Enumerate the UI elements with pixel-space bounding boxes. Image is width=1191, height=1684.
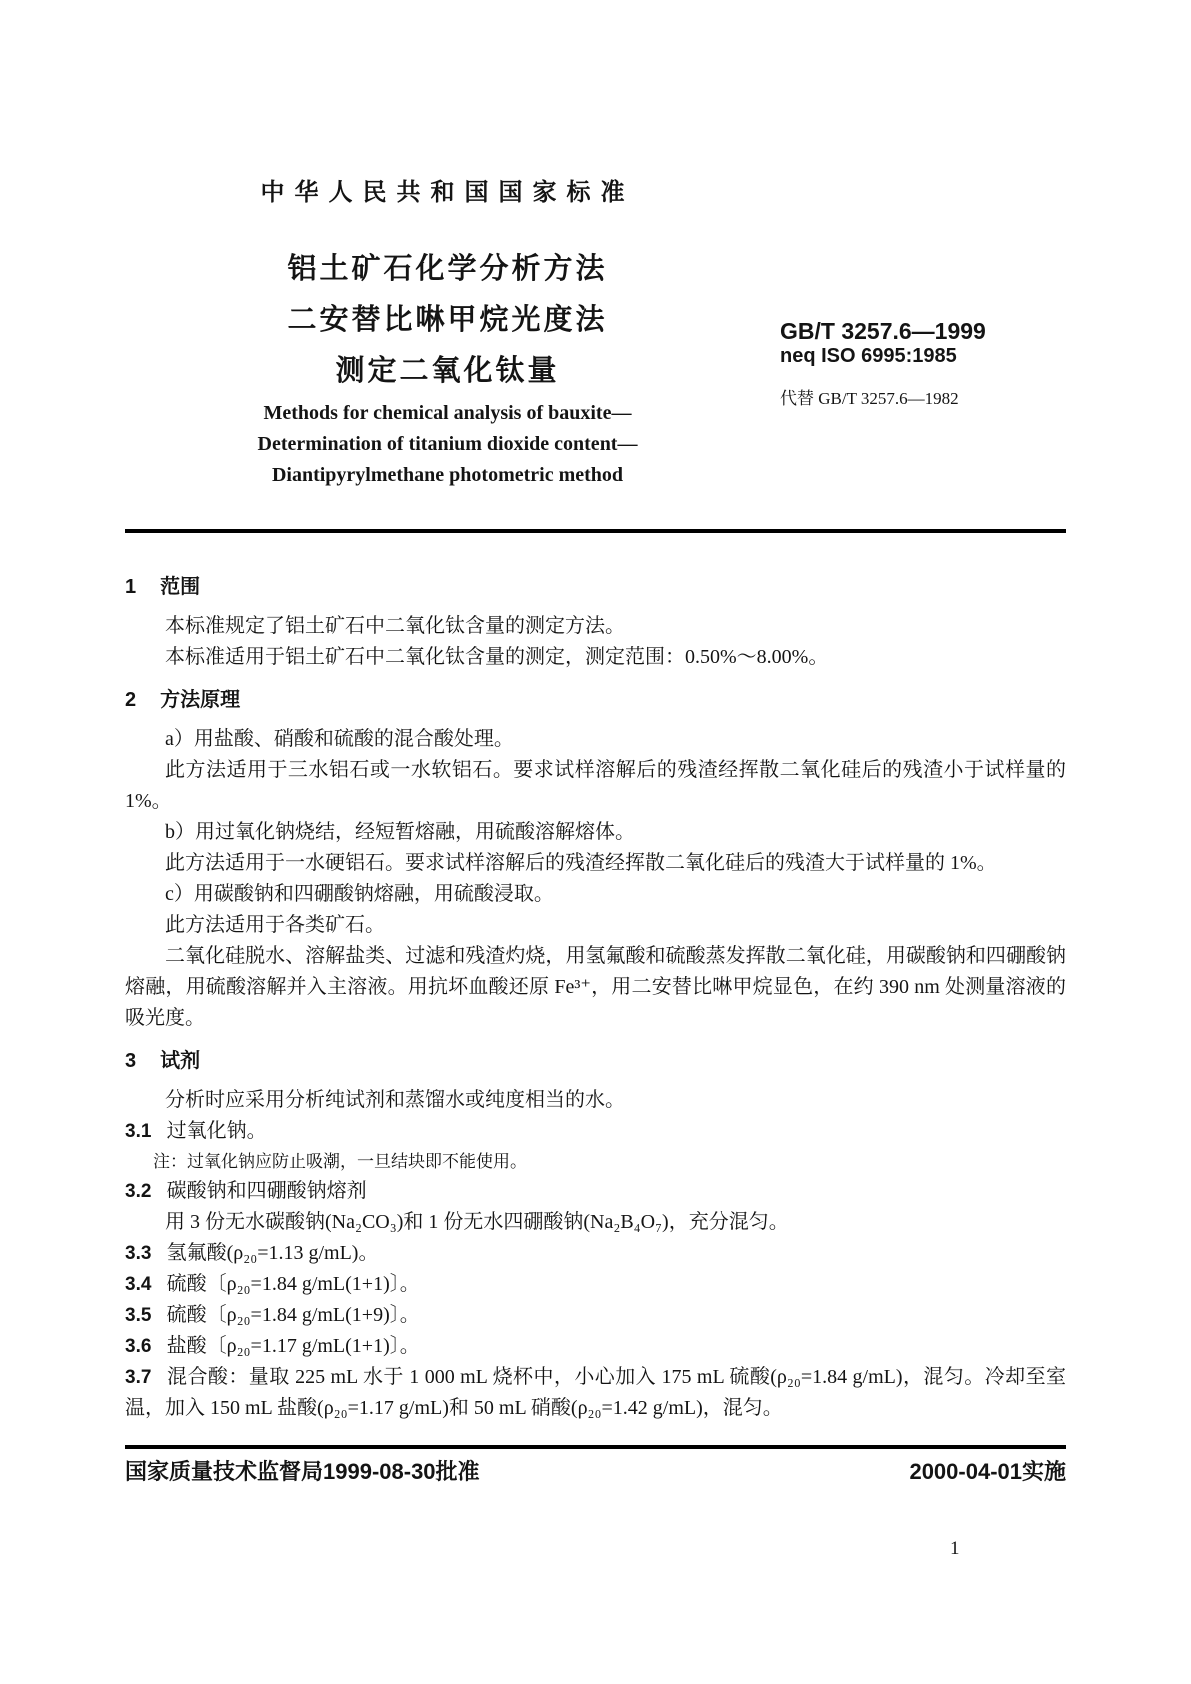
clause-3-1	[125, 1116, 1066, 1147]
approval-text: 国家质量技术监督局1999-08-30批准	[125, 1459, 480, 1484]
paragraph: 二氧化硅脱水、溶解盐类、过滤和残渣灼烧，用氢氟酸和硫酸蒸发挥散二氧化硅，用碳酸钠和四硼酸钠熔融，用硫酸溶解并入主溶液。用抗坏血酸还原 Fe³⁺，用二安替比啉甲烷显色，在约 390 nm 处测量溶液的吸光度。	[125, 945, 1066, 1029]
clause-3-3	[125, 1238, 1066, 1269]
clause-3-5-text: 硫酸〔ρ₂₀=1.84 g/mL(1+9)〕。	[166, 1304, 420, 1326]
section-2-title: 方法原理	[160, 689, 241, 711]
clause-3-1-text: 过氧化钠。	[166, 1120, 267, 1142]
english-title-line-2: Determination of titanium dioxide content—	[257, 433, 638, 455]
paragraph: 此方法适用于三水铝石或一水软铝石。要求试样溶解后的残渣经挥散二氧化硅后的残渣小于试样量的 1%。	[125, 759, 1066, 812]
paragraph: c）用碳酸钠和四硼酸钠熔融，用硫酸浸取。	[165, 883, 554, 905]
english-title-line-3: Diantipyrylmethane photometric method	[271, 464, 624, 486]
standard-code-block	[780, 318, 1070, 409]
section-3-title: 试剂	[160, 1050, 201, 1072]
paragraph: a）用盐酸、硝酸和硫酸的混合酸处理。	[165, 728, 514, 750]
footer-rule	[125, 1445, 1066, 1449]
section-2-heading	[125, 685, 1066, 716]
clause-3-4-number: 3.4	[125, 1274, 152, 1295]
standard-code: GB/T 3257.6—1999	[780, 318, 986, 344]
title-line-3: 测定二氧化钛量	[335, 355, 560, 387]
clause-3-2	[125, 1176, 1066, 1207]
clause-3-6	[125, 1331, 1066, 1362]
neq-iso-code: neq ISO 6995:1985	[780, 345, 957, 367]
clause-3-2-paragraph: 用 3 份无水碳酸钠(Na₂CO₃)和 1 份无水四硼酸钠(Na₂B₄O₇)，充分混匀。	[165, 1211, 789, 1233]
clause-3-4	[125, 1269, 1066, 1300]
replaces-note: 代替 GB/T 3257.6—1982	[780, 389, 959, 408]
paragraph: 本标准适用于铝土矿石中二氧化钛含量的测定，测定范围：0.50%～8.00%。	[165, 646, 829, 668]
clause-3-6-text: 盐酸〔ρ₂₀=1.17 g/mL(1+1)〕。	[166, 1335, 420, 1357]
document-title-en	[125, 398, 770, 491]
clause-3-5	[125, 1300, 1066, 1331]
clause-3-2-number: 3.2	[125, 1181, 152, 1202]
implementation-text: 2000-04-01实施	[909, 1459, 1066, 1484]
clause-3-7-text: 混合酸：量取 225 mL 水于 1 000 mL 烧杯中，小心加入 175 mL 硫酸(ρ₂₀=1.84 g/mL)，混匀。冷却至室温，加入 150 mL 盐酸(ρ₂₀=1.17 g/mL)和 50 mL 硝酸(ρ₂₀=1.42 g/mL)，混匀。	[125, 1366, 1066, 1419]
english-title-line-1: Methods for chemical analysis of bauxite—	[263, 402, 632, 424]
paragraph: 本标准规定了铝土矿石中二氧化钛含量的测定方法。	[165, 615, 625, 637]
paragraph: 此方法适用于各类矿石。	[165, 914, 385, 936]
document-body	[125, 570, 1066, 1424]
clause-3-3-text: 氢氟酸(ρ₂₀=1.13 g/mL)。	[166, 1242, 379, 1264]
clause-3-1-number: 3.1	[125, 1121, 152, 1142]
section-1-number: 1	[125, 576, 137, 598]
paragraph: 分析时应采用分析纯试剂和蒸馏水或纯度相当的水。	[165, 1089, 625, 1111]
section-1-heading	[125, 572, 1066, 603]
standard-caption: 中华人民共和国国家标准	[260, 179, 635, 206]
document-footer	[125, 1455, 1066, 1486]
clause-3-4-text: 硫酸〔ρ₂₀=1.84 g/mL(1+1)〕。	[166, 1273, 420, 1295]
section-2-number: 2	[125, 689, 137, 711]
clause-3-7	[125, 1362, 1066, 1424]
section-1-title: 范围	[160, 576, 201, 598]
clause-3-7-number: 3.7	[125, 1367, 152, 1388]
title-line-2: 二安替比啉甲烷光度法	[287, 304, 608, 336]
clause-3-1-note: 注：过氧化钠应防止吸潮，一旦结块即不能使用。	[153, 1152, 527, 1171]
section-3-heading	[125, 1046, 1066, 1077]
clause-3-2-text: 碳酸钠和四硼酸钠熔剂	[166, 1180, 367, 1202]
clause-3-6-number: 3.6	[125, 1336, 152, 1357]
paragraph: 此方法适用于一水硬铝石。要求试样溶解后的残渣经挥散二氧化硅后的残渣大于试样量的 1%。	[165, 852, 997, 874]
page-number: 1	[950, 1538, 960, 1559]
document-title-cn	[125, 244, 770, 397]
section-3-number: 3	[125, 1050, 137, 1072]
header-rule	[125, 529, 1066, 533]
paragraph: b）用过氧化钠烧结，经短暂熔融，用硫酸溶解熔体。	[165, 821, 635, 843]
clause-3-3-number: 3.3	[125, 1243, 152, 1264]
clause-3-5-number: 3.5	[125, 1305, 152, 1326]
title-line-1: 铝土矿石化学分析方法	[287, 253, 608, 285]
